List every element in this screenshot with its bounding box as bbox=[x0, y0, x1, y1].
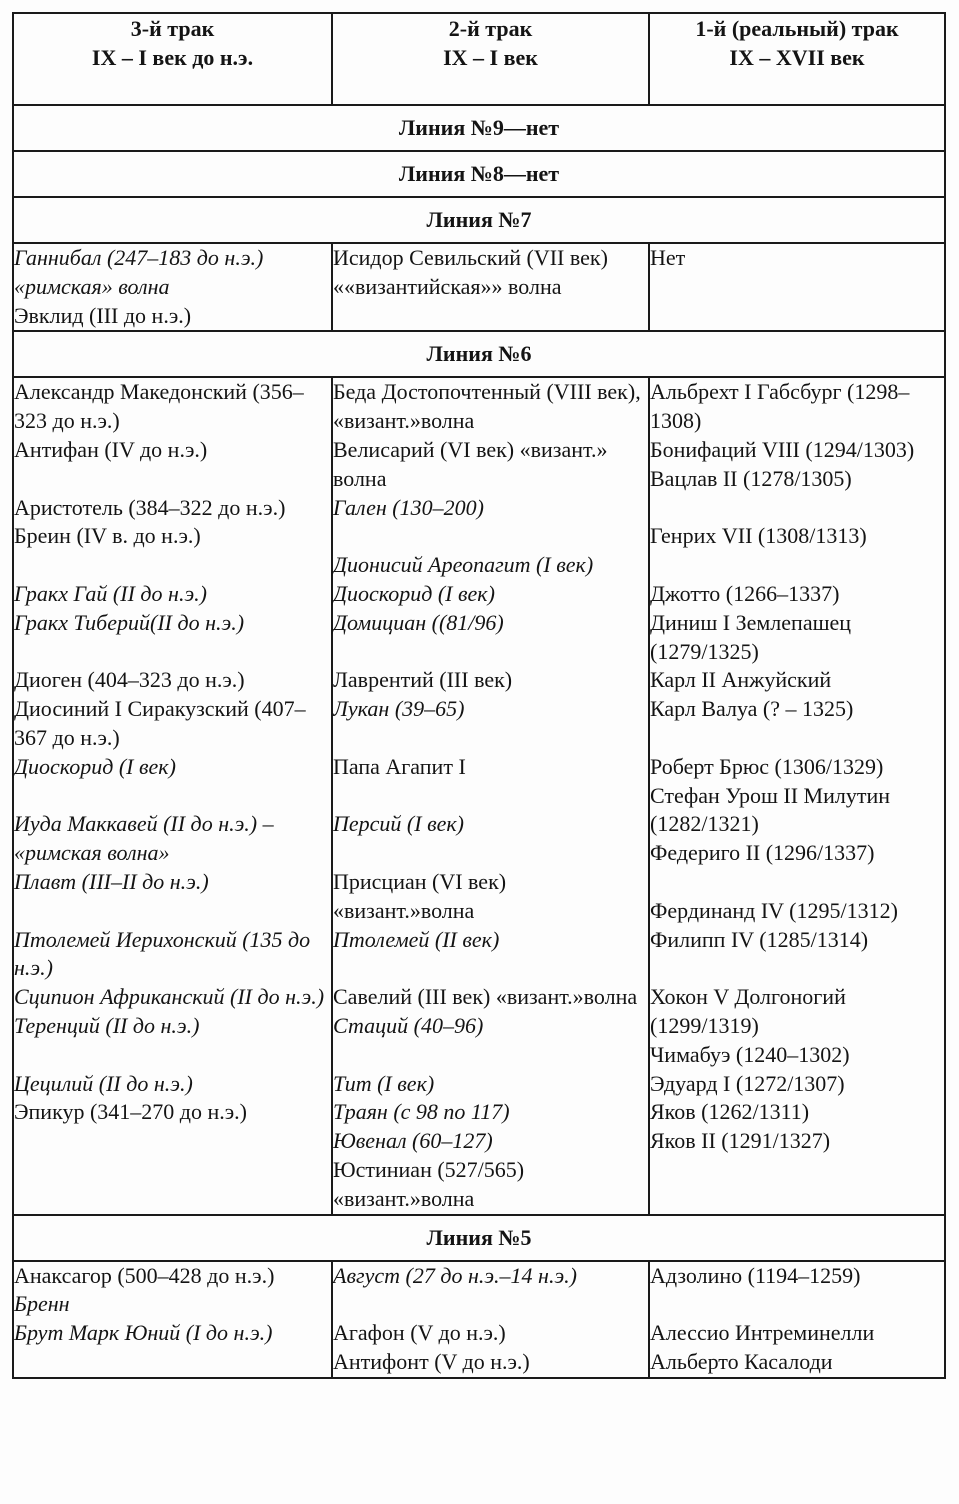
line-5-row bbox=[13, 1261, 945, 1378]
entry: Антифан (IV до н.э.) bbox=[14, 436, 208, 462]
tracts-table bbox=[12, 12, 946, 1379]
entry: Бренн bbox=[14, 1291, 70, 1317]
entry: Гракх Тиберий(II до н.э.) bbox=[14, 609, 245, 635]
entry: Фердинанд IV (1295/1312) bbox=[650, 897, 898, 923]
entry: Диоскорид (I век) bbox=[333, 580, 495, 606]
line-7-row bbox=[13, 243, 945, 331]
entry: Иуда Маккавей (II до н.э.) – «римская волна» bbox=[14, 811, 274, 866]
entry: Дионисий Ареопагит (I век) bbox=[333, 552, 594, 578]
entry: Эдуард I (1272/1307) bbox=[650, 1070, 845, 1096]
entry: Роберт Брюс (1306/1329) bbox=[650, 753, 884, 779]
header-period: IX – I век bbox=[443, 45, 538, 70]
entry: Вацлав II (1278/1305) bbox=[650, 465, 852, 491]
entry: Адзолино (1194–1259) bbox=[650, 1262, 861, 1288]
header-period: IX – XVII век bbox=[729, 45, 865, 70]
line-6-tract-2-cell bbox=[332, 377, 649, 1214]
entry: Брут Марк Юний (I до н.э.) bbox=[14, 1320, 273, 1346]
entry: Плавт (III–II до н.э.) bbox=[14, 868, 209, 894]
line-5-heading: Линия №5 bbox=[13, 1215, 945, 1261]
entry: Карл Валуа (? – 1325) bbox=[650, 696, 854, 722]
line-5-tract-3-cell bbox=[13, 1261, 332, 1378]
entry: Филипп IV (1285/1314) bbox=[650, 926, 869, 952]
entry: Анаксагор (500–428 до н.э.) bbox=[14, 1262, 275, 1288]
entry: Бонифаций VIII (1294/1303) bbox=[650, 436, 915, 462]
entry: Бреин (IV в. до н.э.) bbox=[14, 523, 201, 549]
entry: Теренций (II до н.э.) bbox=[14, 1012, 200, 1038]
line-5-tract-2-cell bbox=[332, 1261, 649, 1378]
line-6-row bbox=[13, 377, 945, 1214]
entry: Яков (1262/1311) bbox=[650, 1099, 810, 1125]
entry: Цецилий (II до н.э.) bbox=[14, 1070, 193, 1096]
entry: Стефан Урош II Милутин (1282/1321) bbox=[650, 782, 891, 837]
entry: Птолемей Иерихонский (135 до н.э.) bbox=[14, 926, 311, 981]
line-5-tract-1-cell bbox=[649, 1261, 945, 1378]
line-8-heading: Линия №8—нет bbox=[13, 151, 945, 197]
entry: Лаврентий (III век) bbox=[333, 667, 513, 693]
entry: Эвклид (III до н.э.) bbox=[14, 302, 192, 328]
entry: Альберто Касалоди bbox=[650, 1348, 833, 1374]
entry: Яков II (1291/1327) bbox=[650, 1128, 831, 1154]
header-row bbox=[13, 13, 945, 105]
entry: Алессио Интреминелли bbox=[650, 1320, 875, 1346]
entry: Беда Достопочтенный (VIII век), «визант.»волна bbox=[333, 379, 641, 434]
entry: Домициан ((81/96) bbox=[333, 609, 504, 635]
header-title: 3-й трак bbox=[130, 16, 215, 41]
entry: Генрих VII (1308/1313) bbox=[650, 523, 867, 549]
line-6-tract-1-cell bbox=[649, 377, 945, 1214]
entry: Джотто (1266–1337) bbox=[650, 580, 840, 606]
entry: Лукан (39–65) bbox=[333, 696, 465, 722]
entry: Диоген (404–323 до н.э.) bbox=[14, 667, 245, 693]
entry: Нет bbox=[650, 245, 686, 270]
header-title: 2-й трак bbox=[448, 16, 533, 41]
header-title: 1-й (реальный) трак bbox=[695, 16, 899, 41]
line-6-heading: Линия №6 bbox=[13, 331, 945, 377]
entry: Тит (I век) bbox=[333, 1070, 435, 1096]
entry: Август (27 до н.э.–14 н.э.) bbox=[333, 1262, 577, 1288]
entry: Стаций (40–96) bbox=[333, 1012, 484, 1038]
header-tract-1 bbox=[649, 13, 945, 105]
entry: Эпикур (341–270 до н.э.) bbox=[14, 1099, 248, 1125]
entry: Диоскорид (I век) bbox=[14, 753, 176, 779]
line-7-heading: Линия №7 bbox=[13, 197, 945, 243]
line-6-tract-3-cell bbox=[13, 377, 332, 1214]
header-tract-3 bbox=[13, 13, 332, 105]
entry: Диосиний I Сиракузский (407–367 до н.э.) bbox=[14, 696, 306, 750]
entry: Альбрехт I Габсбург (1298–1308) bbox=[650, 379, 910, 434]
line-7-tract-3-cell bbox=[13, 243, 332, 331]
entry: Персий (I век) bbox=[333, 811, 465, 837]
entry: Федериго II (1296/1337) bbox=[650, 840, 875, 866]
entry: Гракх Гай (II до н.э.) bbox=[14, 580, 207, 606]
entry: Савелий (III век) «визант.»волна bbox=[333, 984, 638, 1010]
entry: Траян (с 98 по 117) bbox=[333, 1099, 510, 1125]
entry: Антифонт (V до н.э.) bbox=[333, 1348, 530, 1374]
entry: Агафон (V до н.э.) bbox=[333, 1320, 506, 1346]
entry: Юстиниан (527/565) «визант.»волна bbox=[333, 1156, 525, 1211]
line-7-tract-2-cell bbox=[332, 243, 649, 331]
entry: Хокон V Долгоногий (1299/1319) bbox=[650, 984, 846, 1038]
entry: Велисарий (VI век) «визант.» волна bbox=[333, 436, 608, 491]
entry: Ювенал (60–127) bbox=[333, 1128, 493, 1154]
entry: Папа Агапит I bbox=[333, 753, 466, 779]
entry: Птолемей (II век) bbox=[333, 926, 500, 952]
header-tract-2 bbox=[332, 13, 649, 105]
entry: Аристотель (384–322 до н.э.) bbox=[14, 494, 286, 520]
entry: Исидор Севильский (VII век) ««византийская»» волна bbox=[333, 245, 608, 299]
entry: Александр Македонский (356–323 до н.э.) bbox=[14, 379, 304, 434]
entry: Диниш I Землепашец (1279/1325) bbox=[650, 609, 852, 664]
entry: Чимабуэ (1240–1302) bbox=[650, 1041, 850, 1067]
entry: Сципион Африканский (II до н.э.) bbox=[14, 984, 325, 1010]
line-9-heading: Линия №9—нет bbox=[13, 105, 945, 151]
entry: Карл II Анжуйский bbox=[650, 667, 832, 693]
entry: Ганнибал (247–183 до н.э.) «римская» волна bbox=[14, 245, 264, 299]
header-period: IX – I век до н.э. bbox=[91, 45, 254, 70]
entry: Присциан (VI век) «визант.»волна bbox=[333, 868, 507, 923]
line-7-tract-1-cell bbox=[649, 243, 945, 331]
entry: Гален (130–200) bbox=[333, 494, 484, 520]
